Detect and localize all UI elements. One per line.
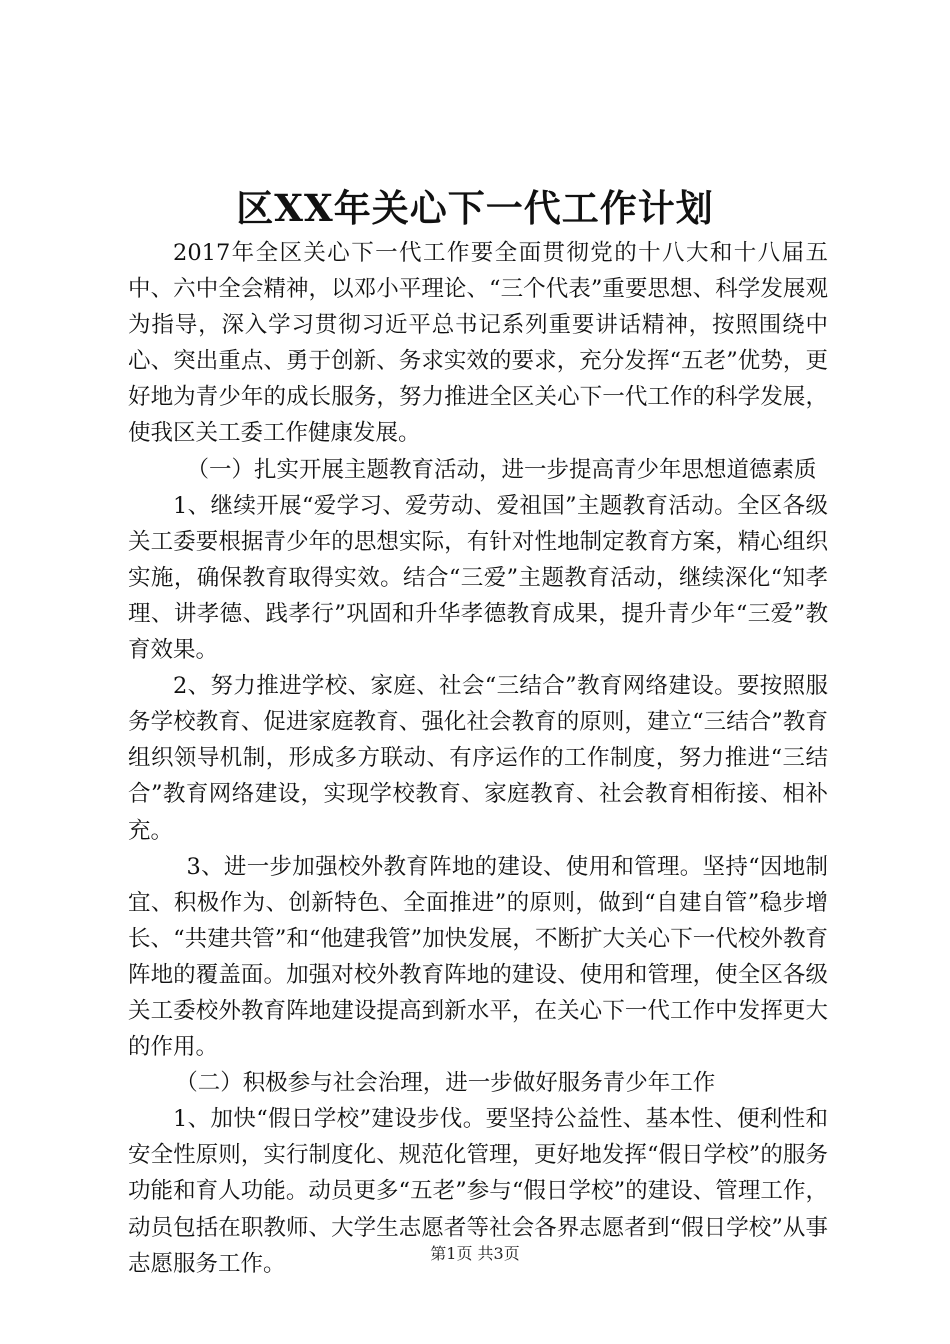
intro-paragraph: 2017年全区关心下一代工作要全面贯彻党的十八大和十八届五中、六中全会精神，以邓小平理论、“三个代表”重要思想、科学发展观为指导，深入学习贯彻习近平总书记系列重要讲话精神，按照围绕中心、突出重点、勇于创新、务求实效的要求，充分发挥“五老”优势，更好地为青少年的成长服务，努力推进全区关心下一代工作的科学发展，使我区关工委工作健康发展。 xyxy=(128,240,828,447)
section-heading-1: （一）扎实开展主题教育活动，进一步提高青少年思想道德素质 xyxy=(186,456,817,483)
paragraph-item-1-2: 2、努力推进学校、家庭、社会“三结合”教育网络建设。要按照服务学校教育、促进家庭教育、强化社会教育的原则，建立“三结合”教育组织领导机制，形成多方联动、有序运作的工作制度，努力推进“三结合”教育网络建设，实现学校教育、家庭教育、社会教育相衔接、相补充。 xyxy=(128,673,828,844)
paragraph-item-1-3: 3、进一步加强校外教育阵地的建设、使用和管理。坚持“因地制宜、积极作为、创新特色、全面推进”的原则，做到“自建自管”稳步增长、“共建共管”和“他建我管”加快发展，不断扩大关心下一代校外教育阵地的覆盖面。加强对校外教育阵地的建设、使用和管理，使全区各级关工委校外教育阵地建设提高到新水平，在关心下一代工作中发挥更大的作用。 xyxy=(128,853,828,1061)
paragraph-item-2-1: 1、加快“假日学校”建设步伐。要坚持公益性、基本性、便利性和安全性原则，实行制度化、规范化管理，更好地发挥“假日学校”的服务功能和育人功能。动员更多“五老”参与“假日学校”的建设、管理工作，动员包括在职教师、大学生志愿者等社会各界志愿者到“假日学校”从事志愿服务工作。 xyxy=(128,1106,828,1277)
document-body xyxy=(128,235,828,1282)
page-footer: 第1页 共3页 xyxy=(430,1244,520,1263)
paragraph-item-1-1: 1、继续开展“爱学习、爱劳动、爱祖国”主题教育活动。全区各级关工委要根据青少年的思想实际，有针对性地制定教育方案，精心组织实施，确保教育取得实效。结合“三爱”主题教育活动，继续深化“知孝理、讲孝德、践孝行”巩固和升华孝德教育成果，提升青少年“三爱”教育效果。 xyxy=(128,492,828,664)
document-title: 区XX年关心下一代工作计划 xyxy=(236,186,714,230)
section-heading-2: （二）积极参与社会治理，进一步做好服务青少年工作 xyxy=(175,1070,716,1097)
